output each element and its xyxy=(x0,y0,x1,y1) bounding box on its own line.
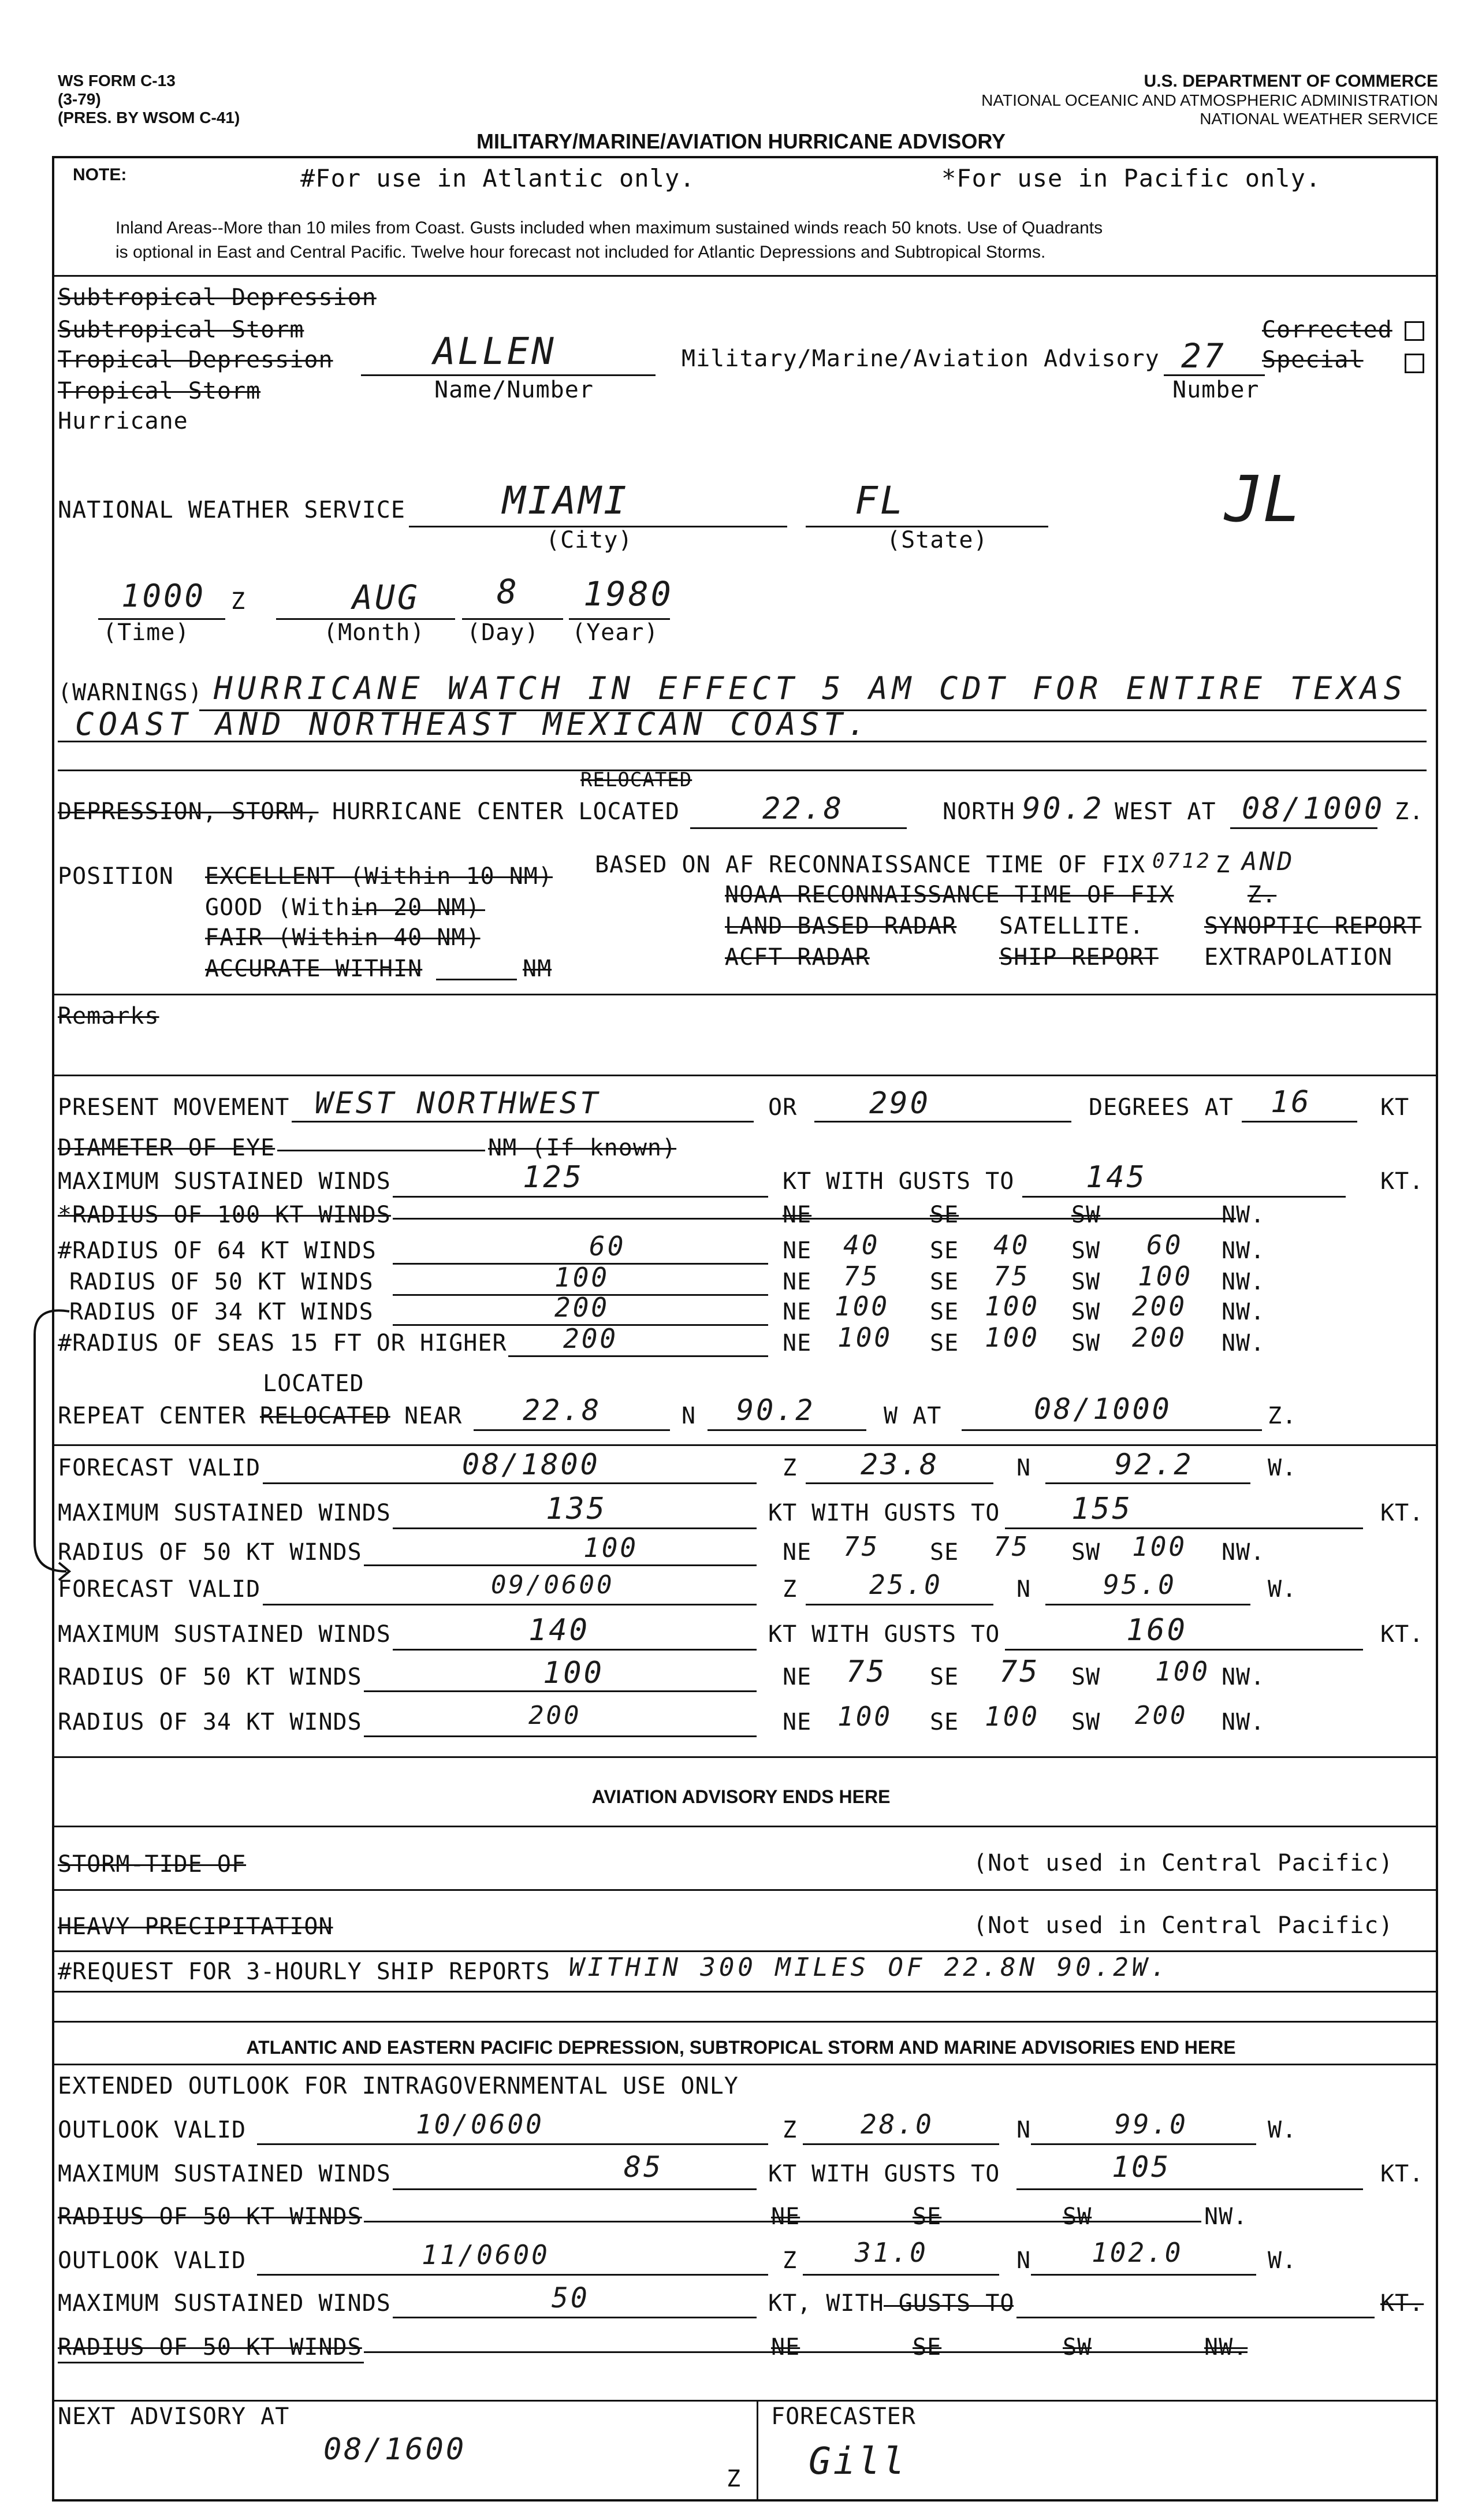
forecast-1-r50-value[interactable]: 100 xyxy=(583,1532,639,1563)
movement-degrees-value[interactable]: 290 xyxy=(869,1086,930,1121)
current-kt: KT. xyxy=(1380,1168,1424,1195)
forecast-1-gust-line xyxy=(1005,1527,1363,1529)
radius-50-sw-value[interactable]: 100 xyxy=(1138,1261,1193,1292)
repeat-label: REPEAT CENTER xyxy=(58,1403,247,1429)
type-subtropical-depression: Subtropical Depression xyxy=(58,284,377,311)
radius-64-ne-value[interactable]: 40 xyxy=(843,1229,880,1261)
repeat-near: NEAR xyxy=(404,1403,463,1429)
outlook-1-n: N xyxy=(1016,2117,1032,2143)
forecast-1-r50-se-value[interactable]: 75 xyxy=(993,1531,1030,1562)
outlook-1-valid-value[interactable]: 10/0600 xyxy=(416,2109,544,2140)
outlook-1-lat-value[interactable]: 28.0 xyxy=(861,2109,934,2140)
storm-name-line xyxy=(361,374,656,376)
center-at-value[interactable]: 08/1000 xyxy=(1242,791,1385,826)
year-value[interactable]: 1980 xyxy=(583,574,673,614)
forecast-2-r34-ne-value[interactable]: 100 xyxy=(837,1701,893,1732)
forecast-2-r50-sw-label: SW xyxy=(1071,1664,1101,1690)
divider xyxy=(52,2400,1438,2402)
movement-degrees-at: DEGREES AT xyxy=(1089,1094,1234,1121)
forecast-2-z: Z xyxy=(783,1576,798,1603)
warnings-line-2[interactable]: COAST AND NORTHEAST MEXICAN COAST. xyxy=(75,706,871,742)
fix-and-value[interactable]: AND xyxy=(1242,847,1295,876)
forecast-2-valid-line xyxy=(263,1604,757,1605)
divider xyxy=(52,1444,1438,1446)
accurate-line xyxy=(436,979,517,980)
warnings-line-rule-3 xyxy=(58,770,1427,771)
radius-34-value[interactable]: 200 xyxy=(554,1292,610,1323)
storm-tide-label: STORM-TIDE OF xyxy=(58,1851,247,1878)
outlook-title: EXTENDED OUTLOOK FOR INTRAGOVERNMENTAL USE ONLY xyxy=(58,2073,739,2099)
repeat-located: LOCATED xyxy=(263,1370,364,1397)
movement-speed-value[interactable]: 16 xyxy=(1271,1085,1312,1120)
forecast-2-valid-value[interactable]: 09/0600 xyxy=(491,1570,615,1600)
nws-label: NATIONAL WEATHER SERVICE xyxy=(58,497,405,523)
radius-64-sw-label: SW xyxy=(1071,1237,1101,1264)
advisory-number-line xyxy=(1164,374,1265,376)
outlook-2-lon-line xyxy=(1031,2274,1256,2276)
divider xyxy=(52,2064,1438,2065)
radius-50-ne-value[interactable]: 75 xyxy=(843,1261,880,1292)
city-caption: (City) xyxy=(546,527,633,553)
forecast-2-n: N xyxy=(1016,1576,1032,1603)
relocated-note: RELOCATED xyxy=(580,768,692,791)
radius-seas-value[interactable]: 200 xyxy=(563,1323,619,1354)
center-lat-value[interactable]: 22.8 xyxy=(762,791,844,826)
storm-name-value[interactable]: ALLEN xyxy=(433,330,556,373)
forecast-1-lat-line xyxy=(806,1482,993,1484)
repeat-at-line xyxy=(962,1429,1262,1431)
noaa-label: NOAA RECONNAISSANCE TIME OF FIX xyxy=(725,882,1174,908)
forecast-1-valid-label: FORECAST VALID xyxy=(58,1455,261,1481)
repeat-at-value[interactable]: 08/1000 xyxy=(1034,1392,1172,1426)
radius-64-nw-label: NW. xyxy=(1222,1237,1265,1264)
forecast-2-r34-nw-label: NW. xyxy=(1222,1709,1265,1735)
forecast-1-n: N xyxy=(1016,1455,1032,1481)
forecast-1-r50-se-label: SE xyxy=(930,1539,959,1566)
radius-seas-se-label: SE xyxy=(930,1330,959,1356)
forecast-2-gust-line xyxy=(1005,1649,1363,1651)
outlook-1-max-line xyxy=(393,2188,757,2190)
outlook-1-valid-label: OUTLOOK VALID xyxy=(58,2117,247,2143)
fix-z: Z xyxy=(1216,852,1231,878)
outlook-1-w: W. xyxy=(1268,2117,1297,2143)
outlook-1-lat-line xyxy=(803,2143,999,2145)
outlook-2-valid-label: OUTLOOK VALID xyxy=(58,2247,247,2274)
time-caption: (Time) xyxy=(103,619,190,646)
next-advisory-label: NEXT ADVISORY AT xyxy=(58,2403,290,2430)
form-pres: (PRES. BY WSOM C-41) xyxy=(58,109,240,127)
radius-50-ne-label: NE xyxy=(783,1269,812,1295)
forecast-2-r50-label: RADIUS OF 50 KT WINDS xyxy=(58,1664,362,1690)
divider xyxy=(52,2021,1438,2023)
outlook-2-w: W. xyxy=(1268,2247,1297,2274)
city-value[interactable]: MIAMI xyxy=(502,478,629,523)
radius-seas-ne-label: NE xyxy=(783,1330,812,1356)
outlook-2-gust-label: KT, WITH GUSTS TO xyxy=(768,2290,1015,2317)
corrected-label: Corrected xyxy=(1262,317,1392,343)
note-label: NOTE: xyxy=(73,165,127,184)
position-excellent: EXCELLENT (Within 10 NM) xyxy=(205,863,553,890)
note-pacific: *For use in Pacific only. xyxy=(941,164,1321,192)
forecast-1-valid-value[interactable]: 08/1800 xyxy=(462,1448,600,1481)
radius-seas-nw-label: NW. xyxy=(1222,1330,1265,1356)
note-atlantic: #For use in Atlantic only. xyxy=(300,164,695,192)
repeat-lat-line xyxy=(474,1429,670,1431)
outlook-2-lon-value[interactable]: 102.0 xyxy=(1092,2237,1183,2268)
outlook-2-max-value[interactable]: 50 xyxy=(552,2282,590,2314)
divider xyxy=(52,994,1438,995)
request-label: #REQUEST FOR 3-HOURLY SHIP REPORTS xyxy=(58,1958,550,1985)
outlook-2-r50-se: SE xyxy=(913,2334,942,2361)
position-good: GOOD (Within 20 NM) xyxy=(205,894,481,921)
type-subtropical-storm: Subtropical Storm xyxy=(58,317,304,343)
forecaster-value[interactable]: Gill xyxy=(809,2440,907,2483)
radius-100-se: SE xyxy=(930,1202,959,1228)
forecast-2-gust-value[interactable]: 160 xyxy=(1126,1613,1187,1648)
center-lat-line xyxy=(690,827,907,829)
radius-34-label: RADIUS OF 34 KT WINDS xyxy=(69,1299,374,1325)
forecast-1-lat-value[interactable]: 23.8 xyxy=(861,1448,940,1481)
note-line-2: is optional in East and Central Pacific. Twelve hour forecast not included for Atlantic Depressions and Subtropical Storms. xyxy=(116,243,1046,262)
outlook-1-r50-label: RADIUS OF 50 KT WINDS xyxy=(58,2203,362,2230)
position-label: POSITION xyxy=(58,863,174,890)
advisory-number-caption: Number xyxy=(1172,377,1260,403)
movement-degrees-line xyxy=(814,1121,1071,1123)
outlook-1-gust-label: KT WITH GUSTS TO xyxy=(768,2161,1000,2187)
outlook-1-valid-line xyxy=(257,2143,768,2145)
forecast-2-r50-se-label: SE xyxy=(930,1664,959,1690)
forecast-2-r50-ne-label: NE xyxy=(783,1664,812,1690)
outlook-1-max-value[interactable]: 85 xyxy=(624,2150,664,2184)
warnings-label: (WARNINGS) xyxy=(58,679,203,706)
radius-64-value[interactable]: 60 xyxy=(589,1231,626,1262)
radius-64-ne-label: NE xyxy=(783,1237,812,1264)
center-label: HURRICANE CENTER LOCATED xyxy=(332,798,680,825)
radius-50-value[interactable]: 100 xyxy=(554,1262,610,1293)
heavy-precip-label: HEAVY PRECIPITATION xyxy=(58,1913,333,1940)
forecast-1-max-line xyxy=(393,1527,757,1529)
repeat-lon-line xyxy=(708,1429,866,1431)
eye-nm: NM (If known) xyxy=(488,1135,677,1161)
repeat-w-at: W AT xyxy=(884,1403,942,1429)
radius-50-sw-label: SW xyxy=(1071,1269,1101,1295)
divider xyxy=(52,1826,1438,1827)
position-fair: FAIR (Within 40 NM) xyxy=(205,924,481,951)
outlook-2-r50-nw: NW. xyxy=(1204,2334,1248,2361)
forecast-1-r50-nw-label: NW. xyxy=(1222,1539,1265,1566)
radius-34-sw-value[interactable]: 200 xyxy=(1132,1291,1187,1322)
agency-name: NATIONAL OCEANIC AND ATMOSPHERIC ADMINISTRATION xyxy=(981,91,1438,109)
month-caption: (Month) xyxy=(323,619,425,646)
forecast-2-r34-se-value[interactable]: 100 xyxy=(985,1701,1040,1732)
radius-seas-label: #RADIUS OF SEAS 15 FT OR HIGHER xyxy=(58,1330,507,1356)
type-hurricane: Hurricane xyxy=(58,408,188,434)
outlook-2-max-label: MAXIMUM SUSTAINED WINDS xyxy=(58,2290,391,2317)
repeat-n: N xyxy=(682,1403,697,1429)
outlook-2-lat-value[interactable]: 31.0 xyxy=(855,2237,928,2268)
special-label: Special xyxy=(1262,347,1364,373)
outlook-1-lon-value[interactable]: 99.0 xyxy=(1115,2109,1188,2140)
radius-34-nw-label: NW. xyxy=(1222,1299,1265,1325)
forecast-1-lon-line xyxy=(1045,1482,1250,1484)
outlook-1-r50-nw: NW. xyxy=(1204,2203,1248,2230)
radius-100-label: *RADIUS OF 100 KT WINDS xyxy=(58,1202,391,1228)
form-id: WS FORM C-13 xyxy=(58,72,176,90)
movement-or: OR xyxy=(768,1094,798,1121)
initials: JL xyxy=(1224,462,1301,536)
outlook-2-valid-line xyxy=(257,2274,768,2276)
divider xyxy=(52,1950,1438,1952)
next-advisory-value[interactable]: 08/1600 xyxy=(323,2432,467,2467)
footer-divider xyxy=(757,2400,758,2502)
radius-34-se-label: SE xyxy=(930,1299,959,1325)
service-name: NATIONAL WEATHER SERVICE xyxy=(1200,110,1438,128)
current-gust-label: KT WITH GUSTS TO xyxy=(783,1168,1015,1195)
forecast-2-r34-se-label: SE xyxy=(930,1709,959,1735)
movement-kt: KT xyxy=(1380,1094,1410,1121)
forecast-2-r34-value[interactable]: 200 xyxy=(528,1701,582,1730)
radius-34-se-value[interactable]: 100 xyxy=(985,1291,1040,1322)
request-value[interactable]: WITHIN 300 MILES OF 22.8N 90.2W. xyxy=(569,1953,1170,1982)
next-advisory-z: Z xyxy=(727,2466,742,2492)
forecast-1-max-value[interactable]: 135 xyxy=(546,1492,607,1526)
radius-seas-ne-value[interactable]: 100 xyxy=(837,1322,893,1353)
outlook-1-max-label: MAXIMUM SUSTAINED WINDS xyxy=(58,2161,391,2187)
outlook-2-gust-strike xyxy=(884,2305,1014,2307)
corrected-checkbox[interactable] xyxy=(1405,321,1424,341)
outlook-2-z: Z xyxy=(783,2247,798,2274)
radius-100-sw: SW xyxy=(1071,1202,1101,1228)
forecast-1-lon-value[interactable]: 92.2 xyxy=(1115,1448,1194,1481)
divider xyxy=(52,1756,1438,1758)
forecast-2-gust-label: KT WITH GUSTS TO xyxy=(768,1621,1000,1648)
heavy-precip-note: (Not used in Central Pacific) xyxy=(973,1912,1394,1939)
forecast-2-max-value[interactable]: 140 xyxy=(528,1613,590,1648)
day-caption: (Day) xyxy=(467,619,539,646)
forecast-2-kt: KT. xyxy=(1380,1621,1424,1648)
type-tropical-depression: Tropical Depression xyxy=(58,347,333,373)
radius-seas-line xyxy=(508,1355,768,1357)
type-tropical-storm: Tropical Storm xyxy=(58,378,261,404)
based-on-label: BASED ON AF RECONNAISSANCE TIME OF FIX xyxy=(595,852,1146,878)
advisory-number-value[interactable]: 27 xyxy=(1181,336,1226,376)
radius-34-ne-label: NE xyxy=(783,1299,812,1325)
forecast-2-r50-se-value[interactable]: 75 xyxy=(999,1655,1040,1689)
forecast-2-w: W. xyxy=(1268,1576,1297,1603)
movement-label: PRESENT MOVEMENT xyxy=(58,1094,290,1121)
outlook-2-gust-line xyxy=(1016,2317,1375,2318)
marine-end: ATLANTIC AND EASTERN PACIFIC DEPRESSION, SUBTROPICAL STORM AND MARINE ADVISORIES END HERE xyxy=(246,2037,1236,2058)
center-lon-value[interactable]: 90.2 xyxy=(1022,791,1104,826)
forecaster-label: FORECASTER xyxy=(771,2403,916,2430)
radius-64-label: #RADIUS OF 64 KT WINDS xyxy=(58,1237,377,1264)
radius-seas-sw-value[interactable]: 200 xyxy=(1132,1322,1187,1353)
forecast-2-r34-ne-label: NE xyxy=(783,1709,812,1735)
forecast-1-gust-value[interactable]: 155 xyxy=(1071,1492,1133,1526)
radius-34-ne-value[interactable]: 100 xyxy=(835,1291,890,1322)
current-max-line xyxy=(393,1196,768,1198)
position-nm: NM xyxy=(523,956,552,982)
center-west-label: WEST AT xyxy=(1115,798,1216,825)
forecast-2-r50-sw-value[interactable]: 100 xyxy=(1155,1656,1211,1687)
forecast-2-lat-line xyxy=(806,1604,993,1605)
ship-report: SHIP REPORT xyxy=(999,944,1159,971)
current-gust-line xyxy=(1022,1196,1346,1198)
position-accurate: ACCURATE WITHIN xyxy=(205,956,423,982)
radius-100-nw: NW. xyxy=(1222,1202,1265,1228)
outlook-2-r50-label: RADIUS OF 50 KT WINDS xyxy=(58,2334,362,2361)
repeat-lon-value[interactable]: 90.2 xyxy=(736,1393,816,1427)
radius-50-se-value[interactable]: 75 xyxy=(993,1261,1030,1292)
current-max-value[interactable]: 125 xyxy=(523,1160,584,1195)
radius-64-se-label: SE xyxy=(930,1237,959,1264)
forecast-2-r50-nw-label: NW. xyxy=(1222,1664,1265,1690)
outlook-2-r50-sw: SW xyxy=(1063,2334,1092,2361)
good-strike xyxy=(352,909,485,911)
outlook-2-r50-underline xyxy=(58,2362,364,2363)
state-caption: (State) xyxy=(887,527,988,553)
noaa-z: Z. xyxy=(1248,882,1277,908)
forecast-1-w: W. xyxy=(1268,1455,1297,1481)
outlook-2-r50-line xyxy=(364,2351,1248,2353)
eye-line xyxy=(277,1150,485,1151)
forecast-2-lon-value[interactable]: 95.0 xyxy=(1103,1569,1176,1600)
outlook-1-gust-line xyxy=(1016,2188,1363,2190)
forecast-2-r34-label: RADIUS OF 34 KT WINDS xyxy=(58,1709,362,1735)
time-value[interactable]: 1000 xyxy=(121,578,206,614)
land-radar: LAND BASED RADAR xyxy=(725,913,957,939)
special-checkbox[interactable] xyxy=(1405,354,1424,373)
repeat-lat-value[interactable]: 22.8 xyxy=(523,1393,602,1427)
repeat-z: Z. xyxy=(1268,1403,1297,1429)
dept-name: U.S. DEPARTMENT OF COMMERCE xyxy=(1144,72,1438,91)
time-z: Z xyxy=(231,588,246,615)
movement-speed-line xyxy=(1242,1121,1357,1123)
forecast-1-r50-sw-value[interactable]: 100 xyxy=(1132,1531,1187,1562)
aviation-end: AVIATION ADVISORY ENDS HERE xyxy=(591,1786,891,1807)
synoptic-report: SYNOPTIC REPORT xyxy=(1204,913,1422,939)
radius-100-ne: NE xyxy=(783,1202,812,1228)
radius-50-se-label: SE xyxy=(930,1269,959,1295)
radius-64-se-value[interactable]: 40 xyxy=(993,1229,1030,1261)
divider xyxy=(52,1889,1438,1891)
outlook-1-lon-line xyxy=(1031,2143,1256,2145)
forecast-2-r34-sw-value[interactable]: 200 xyxy=(1135,1701,1188,1730)
current-gust-value[interactable]: 145 xyxy=(1086,1160,1147,1195)
forecast-1-r50-sw-label: SW xyxy=(1071,1539,1101,1566)
forecast-2-r50-ne-value[interactable]: 75 xyxy=(846,1655,887,1689)
form-date: (3-79) xyxy=(58,90,101,108)
forecast-2-valid-label: FORECAST VALID xyxy=(58,1576,261,1603)
storm-name-caption: Name/Number xyxy=(434,377,594,403)
outlook-1-r50-sw: SW xyxy=(1063,2203,1092,2230)
outlook-1-r50-se: SE xyxy=(913,2203,942,2230)
forecast-1-r50-ne-value[interactable]: 75 xyxy=(843,1531,880,1562)
divider xyxy=(52,1991,1438,1993)
center-north-label: NORTH xyxy=(943,798,1015,825)
center-z: Z. xyxy=(1395,798,1424,825)
month-value[interactable]: AUG xyxy=(352,578,420,617)
forecast-1-z: Z xyxy=(783,1455,798,1481)
radius-100-strike xyxy=(393,1218,1236,1220)
forecast-1-max-label: MAXIMUM SUSTAINED WINDS xyxy=(58,1500,391,1526)
forecast-2-r34-line xyxy=(364,1735,757,1737)
radius-50-label: RADIUS OF 50 KT WINDS xyxy=(69,1269,374,1295)
forecast-2-max-line xyxy=(393,1649,757,1651)
forecast-1-gust-label: KT WITH GUSTS TO xyxy=(768,1500,1000,1526)
forecast-2-r50-value[interactable]: 100 xyxy=(543,1656,604,1690)
repeat-relocated: RELOCATED xyxy=(260,1403,390,1429)
forecast-2-lon-line xyxy=(1045,1604,1250,1605)
radius-64-sw-value[interactable]: 60 xyxy=(1146,1229,1183,1261)
satellite: SATELLITE. xyxy=(999,913,1144,939)
outlook-2-n: N xyxy=(1016,2247,1032,2274)
day-value[interactable]: 8 xyxy=(497,572,519,611)
outlook-2-r50-ne: NE xyxy=(771,2334,800,2361)
state-value[interactable]: FL xyxy=(855,478,906,523)
extrapolation: EXTRAPOLATION xyxy=(1204,944,1393,971)
forecast-2-lat-value[interactable]: 25.0 xyxy=(869,1569,943,1600)
outlook-2-max-line xyxy=(393,2317,757,2318)
center-at-line xyxy=(1230,827,1377,829)
warnings-line-rule-2 xyxy=(58,741,1427,742)
fix-time-value[interactable]: 0712 xyxy=(1152,849,1212,873)
movement-line xyxy=(292,1121,754,1123)
movement-value[interactable]: WEST NORTHWEST xyxy=(315,1086,601,1121)
outlook-2-lat-line xyxy=(803,2274,999,2276)
center-prefix: DEPRESSION, STORM, xyxy=(58,798,319,825)
radius-50-nw-label: NW. xyxy=(1222,1269,1265,1295)
year-caption: (Year) xyxy=(572,619,659,646)
divider xyxy=(52,275,1438,277)
warnings-line-1[interactable]: HURRICANE WATCH IN EFFECT 5 AM CDT FOR ENTIRE TEXAS xyxy=(214,670,1407,707)
eye-label: DIAMETER OF EYE xyxy=(58,1135,275,1161)
current-max-label: MAXIMUM SUSTAINED WINDS xyxy=(58,1168,391,1195)
outlook-1-r50-ne: NE xyxy=(771,2203,800,2230)
remarks-label: Remarks xyxy=(58,1003,159,1029)
radius-seas-sw-label: SW xyxy=(1071,1330,1101,1356)
outlook-1-z: Z xyxy=(783,2117,798,2143)
acft-radar: ACFT RADAR xyxy=(725,944,870,971)
outlook-2-valid-value[interactable]: 11/0600 xyxy=(422,2239,550,2270)
outlook-2-kt: KT. xyxy=(1380,2290,1424,2317)
outlook-1-kt: KT. xyxy=(1380,2161,1424,2187)
forecast-1-r50-line xyxy=(364,1564,757,1566)
forecast-2-max-label: MAXIMUM SUSTAINED WINDS xyxy=(58,1621,391,1648)
outlook-1-gust-value[interactable]: 105 xyxy=(1112,2150,1171,2184)
radius-seas-se-value[interactable]: 100 xyxy=(985,1322,1040,1353)
forecast-1-kt: KT. xyxy=(1380,1500,1424,1526)
note-line-1: Inland Areas--More than 10 miles from Coast. Gusts included when maximum sustained winds reach 50 knots. Use of Quadrants xyxy=(116,218,1103,237)
divider xyxy=(52,1075,1438,1076)
forecast-1-valid-line xyxy=(263,1482,757,1484)
forecast-1-r50-label: RADIUS OF 50 KT WINDS xyxy=(58,1539,362,1566)
forecast-2-r34-sw-label: SW xyxy=(1071,1709,1101,1735)
radius-34-sw-label: SW xyxy=(1071,1299,1101,1325)
forecast-1-r50-ne-label: NE xyxy=(783,1539,812,1566)
storm-tide-note: (Not used in Central Pacific) xyxy=(973,1850,1394,1876)
form-title: MILITARY/MARINE/AVIATION HURRICANE ADVISORY xyxy=(476,129,1006,153)
advisory-label: Military/Marine/Aviation Advisory xyxy=(682,345,1160,372)
forecast-2-r50-line xyxy=(364,1690,757,1692)
